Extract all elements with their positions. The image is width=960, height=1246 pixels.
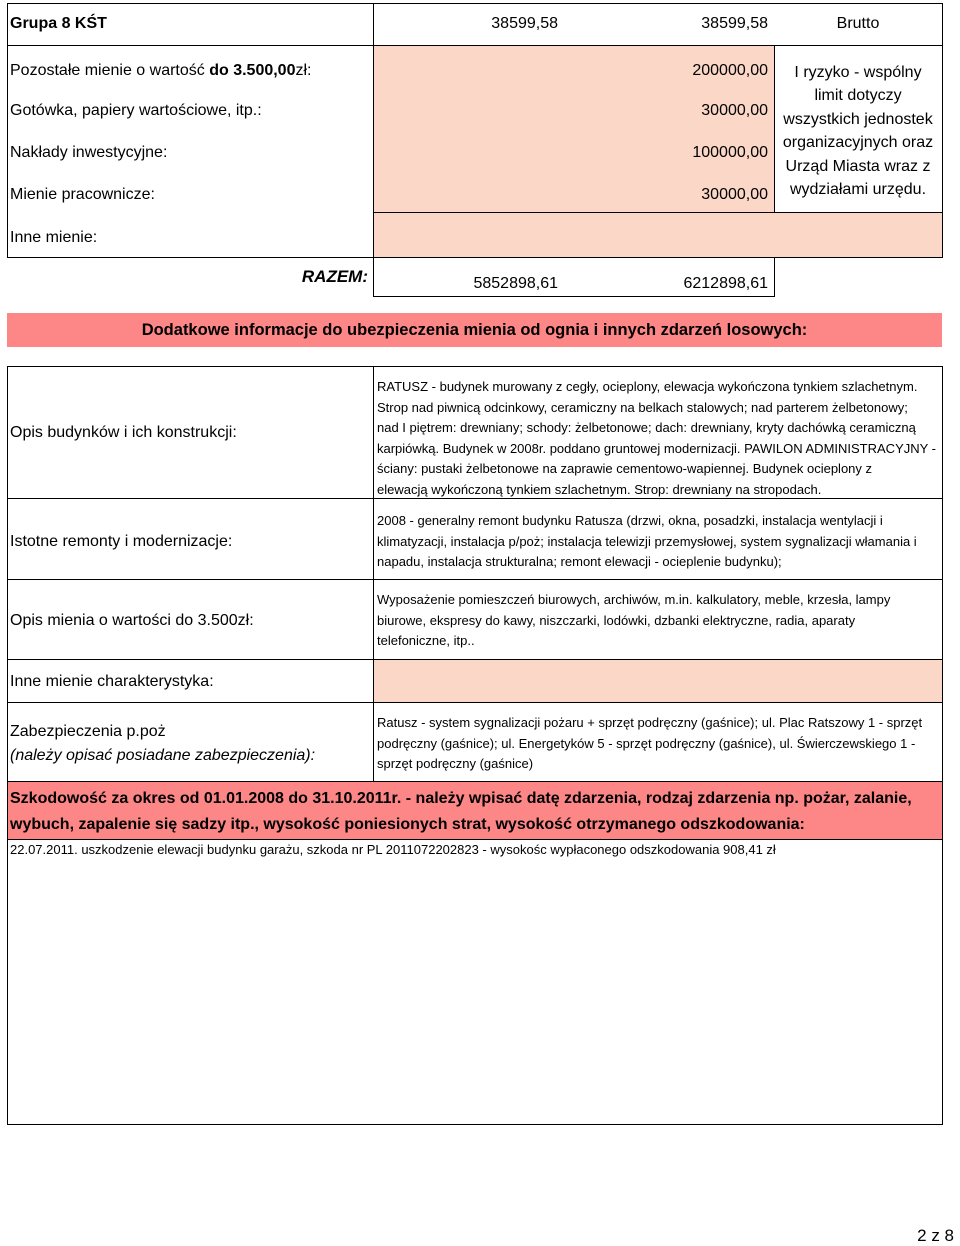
info-row-divider bbox=[7, 702, 943, 704]
text-line: telefoniczne, itp.. bbox=[377, 633, 475, 648]
row-naklady-label: Nakłady inwestycyjne: bbox=[10, 144, 168, 161]
row-mienie-pracownicze-value: 30000,00 bbox=[701, 186, 768, 203]
opis-budynkow-text bbox=[377, 377, 942, 500]
group-value-2: 38599,58 bbox=[701, 15, 768, 32]
row-mienie-pracownicze-label: Mienie pracownicze: bbox=[10, 186, 155, 203]
left-edge-top bbox=[7, 45, 9, 258]
info-banner-title: Dodatkowe informacje do ubezpieczenia mienia od ognia i innych zdarzeń losowych: bbox=[141, 321, 808, 339]
opis-budynkow-label: Opis budynków i ich konstrukcji: bbox=[10, 424, 237, 441]
inne-mienie-value-border bbox=[373, 212, 943, 258]
inne-mienie-label: Inne mienie: bbox=[10, 229, 98, 246]
text-line: nad I piętrem: drewniany; schody: żelbetonowe; dach: drewniany, kryty dachówką ceramiczną bbox=[377, 420, 916, 435]
razem-value-1: 5852898,61 bbox=[473, 275, 558, 292]
razem-label: RAZEM: bbox=[301, 267, 368, 286]
side-note-line: wszystkich jednostek bbox=[783, 110, 933, 128]
row-naklady-value: 100000,00 bbox=[692, 144, 768, 161]
text-line: elewacją wykończoną tynkiem szlachetnym. Strop: drewniany na stropodach. bbox=[377, 481, 822, 497]
info-row-divider bbox=[7, 579, 943, 581]
page-number: 2 z 8 bbox=[917, 1226, 954, 1245]
info-row-divider bbox=[7, 659, 943, 661]
text-line: klimatyzacji, instalacja p/poż; instalacja telewizji przemysłowej, system sygnalizacji włamania i bbox=[377, 533, 917, 549]
text-line: Ratusz - system sygnalizacji pożaru + sprzęt podręczny (gaśnice); ul. Plac Ratszowy 1 - sprzęt bbox=[377, 715, 923, 730]
text-line: sprzęt podręczny (gaśnice) bbox=[377, 756, 534, 771]
remonty-label: Istotne remonty i modernizacje: bbox=[10, 533, 233, 550]
zabezpieczenia-label: Zabezpieczenia p.poż bbox=[10, 723, 166, 740]
text-line: podręczny (gaśnice); ul. Energetyków 5 - sprzęt podręczny (gaśnice), ul. Świerczewskiego 1 - bbox=[377, 735, 916, 751]
szkodowosc-entry: 22.07.2011. uszkodzenie elewacji budynku garażu, szkoda nr PL 2011072202823 - wysokośc wypłaconego odszkodowania 908,41 zł bbox=[10, 842, 776, 857]
text-line: biurowe, ekspresy do kawy, niszczarki, lodówki, dzbanki elektryczne, radia, aparaty bbox=[377, 612, 856, 628]
text-line: 2008 - generalny remont budynku Ratusza (drzwi, okna, posadzki, instalacja wentylacji i bbox=[377, 513, 883, 528]
text-line: ściany: pustaki żelbetonowe na zaprawie cementowo-wapiennej. Budynek ocieplony z bbox=[377, 461, 873, 476]
side-note-line: limit dotyczy bbox=[814, 87, 902, 105]
info-column-divider bbox=[373, 366, 375, 782]
side-note-line: Urząd Miasta wraz z bbox=[785, 157, 931, 175]
szkodowosc-body bbox=[7, 839, 943, 1125]
side-note-line: I ryzyko - wspólny bbox=[794, 64, 922, 81]
zabezpieczenia-text bbox=[377, 713, 942, 775]
group-note: Brutto bbox=[836, 15, 880, 32]
text-line: RATUSZ - budynek murowany z cegły, ocieplony, elewacja wykończona tynkiem szlachetnym. bbox=[377, 379, 918, 394]
remonty-text bbox=[377, 511, 942, 573]
group-label: Grupa 8 KŚT bbox=[10, 15, 107, 32]
zabezpieczenia-sublabel: (należy opisać posiadane zabezpieczenia): bbox=[10, 747, 316, 764]
side-note-line: organizacyjnych oraz bbox=[782, 134, 934, 152]
text-line: napadu, instalacja strukturalna; remont elewacji - ocieplenie budynku); bbox=[377, 554, 782, 569]
razem-value-2: 6212898,61 bbox=[683, 275, 768, 292]
opis-mienia-label: Opis mienia o wartości do 3.500zł: bbox=[10, 612, 254, 629]
side-note-line: wydziałami urzędu. bbox=[789, 181, 927, 199]
szkodowosc-line-2: wybuch, zapalenie się sadzy itp., wysokość poniesionych strat, wysokość otrzymanego odszkodowania: bbox=[10, 816, 805, 833]
text-line: karpiówką. Budynek w 2008r. poddano gruntowej modernizacji. PAWILON ADMINISTRACYJNY - bbox=[377, 440, 936, 456]
text-line: Wyposażenie pomieszczeń biurowych, archiwów, m.in. kalkulatory, meble, krzesła, lampy bbox=[377, 592, 891, 607]
row-pozostale-value: 200000,00 bbox=[692, 62, 768, 79]
row-gotowka-label: Gotówka, papiery wartościowe, itp.: bbox=[10, 102, 262, 119]
inne-mienie-row-bottom-left bbox=[7, 256, 374, 258]
row-pozostale-label: Pozostałe mienie o wartość do 3.500,00zł: bbox=[10, 62, 312, 79]
side-note bbox=[776, 61, 940, 201]
text-line: Strop nad piwnicą odcinkowy, ceramiczny na belkach stalowych; nad parterem żelbetonowy; bbox=[377, 399, 908, 415]
group-value-1: 38599,58 bbox=[491, 15, 558, 32]
inne-char-label: Inne mienie charakterystyka: bbox=[10, 673, 214, 690]
row-gotowka-value: 30000,00 bbox=[701, 102, 768, 119]
opis-mienia-text bbox=[377, 590, 942, 652]
szkodowosc-line-1: Szkodowość za okres od 01.01.2008 do 31.10.2011r. - należy wpisać datę zdarzenia, rodzaj zdarzenia np. pożar, zalanie, bbox=[10, 790, 912, 807]
